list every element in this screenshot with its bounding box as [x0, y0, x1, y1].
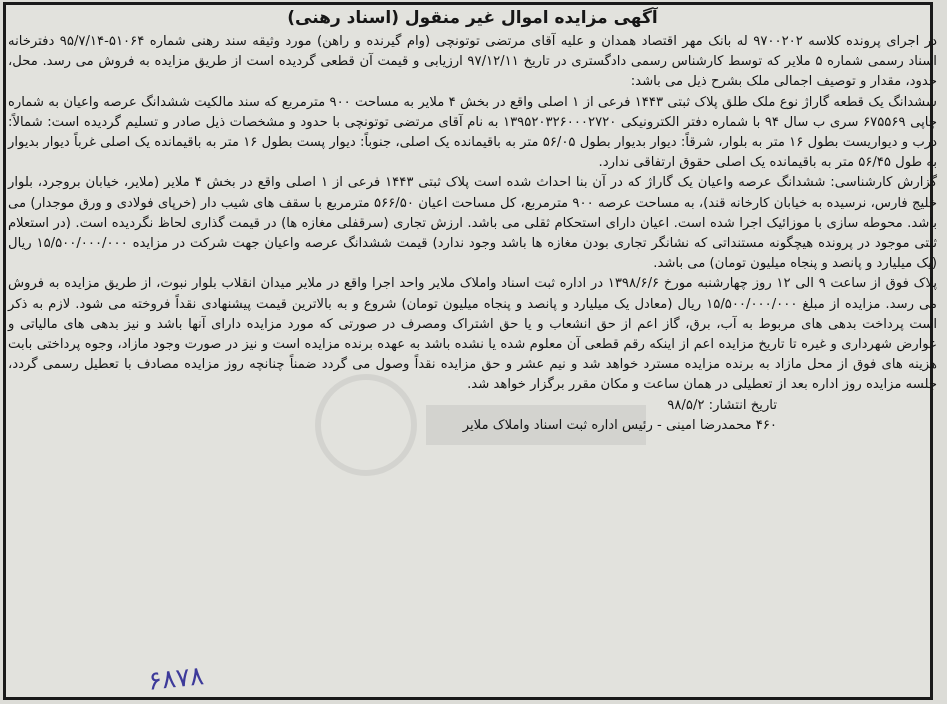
- signature-line: ۴۶۰ محمدرضا امینی - رئیس اداره ثبت اسناد واملاک ملایر: [462, 417, 777, 433]
- notice-title: آگهی مزایده اموال غیر منقول (اسناد رهنی): [287, 8, 658, 28]
- paragraph-intro: در اجرای پرونده کلاسه ۹۷۰۰۲۰۲ له بانک مهر اقتصاد همدان و علیه آقای مرتضی توتونچی (وام گیرنده و راهن) مورد وثیقه سند رهنی شماره ۵۱۰۶۴-۹۵/۷/۱۴ دفترخانه اسناد رسمی شماره ۵ ملایر که توسط کارشناس رسمی دادگستری در تاریخ ۹۷/۱۲/۱۱ ارزیابی و قیمت آن قطعی گردیده است از طریق مزایده به فروش می رسد. محل، حدود، مقدار و توصیف اجمالی ملک بشرح ذیل می باشد:: [8, 34, 937, 90]
- paragraph-expert-report: گزارش کارشناسی: ششدانگ عرصه واعیان یک گاراژ که در آن بنا احداث شده است پلاک ثبتی ۱۴۴۳ فرعی از ۱ اصلی واقع در بخش ۴ ملایر (ملایر، خیابان بروجرد، بلوار خلیج فارس، نرسیده به خیابان کارخانه قند)، به مساحت عرصه ۹۰۰ مترمربع، کل مساحت اعیان ۵۶۶/۵۰ مترمربع با سقف های شیب دار (خرپای فولادی و ورق موجدار) می باشد. محوطه سازی با موزائیک اجرا شده است. اعیان دارای استحکام ثقلی می باشد. ارزش تجاری (سرقفلی مغازه ها) در قیمت گذاری لحاظ نگردیده است. (در استعلام ثبتی موجود در پرونده هیچگونه مستنداتی که نشانگر تجاری بودن مغازه ها باشد وجود ندارد) قیمت ششدانگ عرصه واعیان جهت شرکت در مزایده ۱۵/۵۰۰/۰۰۰/۰۰۰ ریال (یک میلیارد و پانصد و پنجاه میلیون تومان) می باشد.: [8, 175, 937, 272]
- paragraph-auction-terms: پلاک فوق از ساعت ۹ الی ۱۲ روز چهارشنبه مورخ ۱۳۹۸/۶/۶ در اداره ثبت اسناد واملاک ملایر واحد اجرا واقع در ملایر میدان انقلاب بلوار نبوت، از طریق مزایده به فروش می رسد. مزایده از مبلغ ۱۵/۵۰۰/۰۰۰/۰۰۰ ریال (معادل یک میلیارد و پانصد و پنجاه میلیون تومان) شروع و به بالاترین قیمت پیشنهادی نقداً فروخته می شود. لازم به ذکر است پرداخت بدهی های مربوط به آب، برق، گاز اعم از حق انشعاب و یا حق اشتراک ومصرف در صورتی که مورد مزایده دارای آنها باشد و نیز بدهی های مالیاتی و عوارض شهرداری و غیره تا تاریخ مزایده اعم از اینکه رقم قطعی آن معلوم شده یا نشده باشد به عهده برنده مزایده است و نیز در صورت وجود مازاد، وجوه پرداختی بابت هزینه های فوق از محل مازاد به برنده مزایده مسترد خواهد شد و نیم عشر و حق مزایده نقداً وصول می گردد ضمناً چنانچه روز مزایده مصادف با تعطیل رسمی گردد، جلسه مزایده روز اداره بعد از تعطیلی در همان ساعت و مکان مقرر برگزار خواهد شد.: [8, 276, 938, 393]
- notice-content: [8, 6, 937, 436]
- handwritten-note: ۶۸۷۸: [146, 661, 206, 697]
- paragraph-property: ششدانگ یک قطعه گاراژ نوع ملک طلق پلاک ثبتی ۱۴۴۳ فرعی از ۱ اصلی واقع در بخش ۴ ملایر به مساحت ۹۰۰ مترمربع که سند مالکیت ششدانگ عرصه واعیان به شماره چاپی ۶۷۵۵۶۹ سری ب سال ۹۴ با شماره دفتر الکترونیکی ۱۳۹۵۲۰۳۲۶۰۰۰۲۷۲۰ به نام آقای مرتضی توتونچی با حدود و مشخصات ذیل صادر و تسلیم گردیده است: شمالاً: درب و دیواریست بطول ۱۶ متر به بلوار، شرقاً: دیوار بدیوار بطول ۵۶/۰۵ متر به باقیمانده یک اصلی، جنوباً: دیوار پست بطول ۱۶ متر به باقیمانده یک اصلی غرباً دیوار بدیوار به طول ۵۶/۴۵ متر به باقیمانده یک اصلی حقوق ارتفاقی ندارد.: [8, 94, 938, 171]
- publish-date: تاریخ انتشار: ۹۸/۵/۲: [667, 397, 777, 413]
